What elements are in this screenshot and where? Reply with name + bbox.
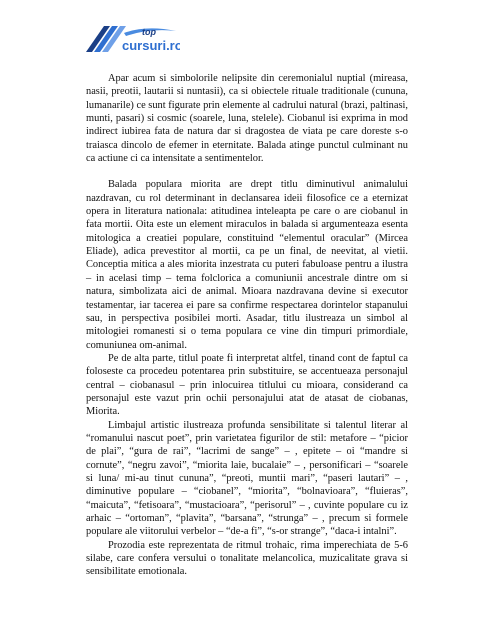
logo-graphic [84,22,180,56]
document-body [86,72,408,579]
logo-top-text: top [142,27,156,37]
paragraph-prosody: Prozodia este reprezentata de ritmul trohaic, rima imperechiata de 5-6 silabe, care confera versului o tonalitate melancolica, muzicalitate grava si sensibilitate emotionala. [86,539,408,578]
logo-main-text: cursuri.ro [122,38,180,53]
paragraph-artistic-language: Limbajul artistic ilustreaza profunda sensibilitate si talentul literar al “romanului nascut poet”, prin varietatea figurilor de stil: metafore – “picior de plai”, “gura de rai”, “lacrimi de sange” – , epitete – oi “mandre si cornute”, “negru zavoi”, “miorita laie, bucalaie” – , personificari – “soarele si luna/ mi-au tinut cununa”, “preoti, muntii mari”, “paseri lautari” – , diminutive populare – “ciobanel”, “miorita”, “bolnavioara”, “fluieras”, “maicuta”, “fetisoara”, “mustacioara”, “perisorul” – , cuvinte populare cu iz arhaic – “ortoman”, “plavita”, “barsana”, “strunga” – , precum si formele populare ale viitorului verbelor – “de-a fi”, “s-or strange”, “daca-i intalni”. [86,419,408,538]
site-logo[interactable] [84,22,180,56]
paragraph-alternative-interpretation: Pe de alta parte, titlul poate fi interpretat altfel, tinand cont de faptul ca foloseste ca procedeu potentarea prin substituire, se accentueaza personajul central – ciobanasul – prin inlocuirea titlului cu mioara, considerand ca personajul este vazut prin ochii personajului atat de atasat de ciobanas, Miorita. [86,352,408,418]
paragraph-ceremonial: Apar acum si simbolorile nelipsite din ceremonialul nuptial (mireasa, nasii, preotii, lautarii si nuntasii), ca si obiectele rituale traditionale (cununa, lumanarile) ce sunt figurate prin elemente al cadrului natural (brazi, paltinasi, munti, pasari) si cosmic (soarele, luna, stelele). Ciobanul isi exprima in mod indirect iubirea fata de natura dar si dragostea de viata pe care doreste s-o traiasca dincolo de efemer in eternitate. Balada atinge punctul culminant nu ca actiune ci ca intensitate a sentimentelor. [86,73,408,165]
paragraph-title-meaning: Balada populara miorita are drept titlu diminutivul animalului nazdravan, cu rol determinant in declansarea ideii filosofice ce a eternizat opera in literatura nationala: atitudinea inteleapta pe care o are ciobanul in fata mortii. Oita este un element miraculos in balada si argumenteaza esenta mitologica a creatiei populare, constituind “elementul oracular” (Mircea Eliade), adica prevestitor al mortii, ca pe un final, de neevitat, al vietii. Conceptia mitica a ales miorita inzestrata cu puteri fabuloase pentru a ilustra – in acelasi timp – tema folclorica a comuniunii ancestrale dintre om si natura, simbolizata aici de animal. Mioara nazdravana devine si executor testamentar, iar tacerea ei pare sa confirme respectarea dorintelor stapanului sau, in perspectiva posibilei morti. Asadar, titlu ilustreaza un simbol al mitologiei romanesti si o tema populara ce vine din timpuri primordiale, comuniunea om-animal. [86,179,408,351]
